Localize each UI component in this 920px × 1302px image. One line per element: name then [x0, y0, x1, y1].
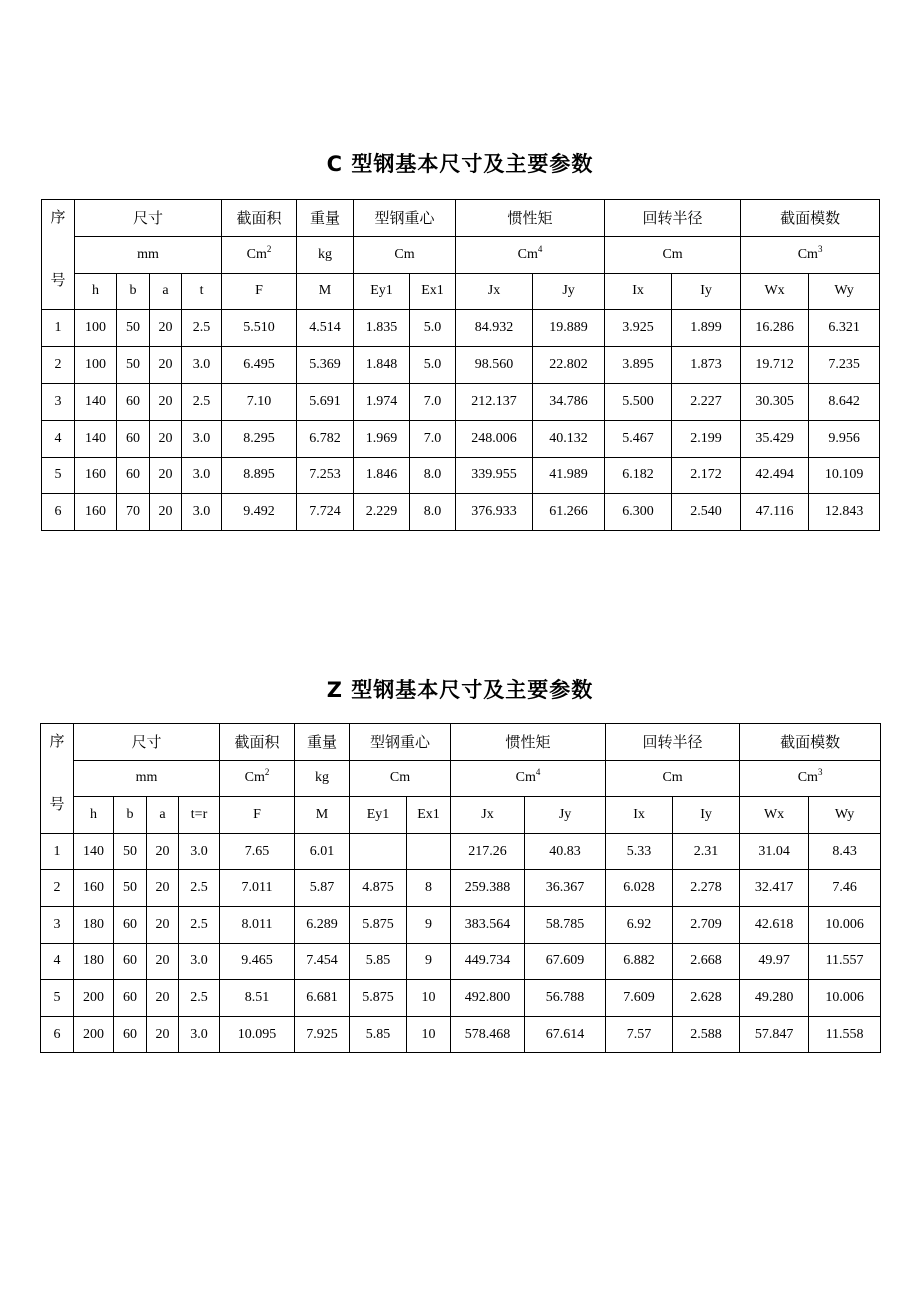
table-cell: 10.095 [220, 1016, 295, 1053]
table-cell: 8.51 [220, 980, 295, 1017]
table-cell: 60 [117, 420, 150, 457]
table-cell: 160 [75, 457, 117, 494]
table-cell: 7.925 [295, 1016, 350, 1053]
group-modulus-header: 截面模数 [740, 724, 881, 761]
table-cell: 50 [114, 870, 147, 907]
table-cell: 10.109 [809, 457, 880, 494]
table-cell: 100 [75, 310, 117, 347]
unit-inertia-exp: 4 [537, 243, 543, 254]
table-cell: 2.5 [179, 980, 220, 1017]
table-cell: 70 [117, 494, 150, 531]
unit-area [222, 236, 297, 273]
table-cell: 60 [117, 383, 150, 420]
row-number-cell: 1 [42, 310, 75, 347]
table-cell: 20 [147, 1016, 179, 1053]
table-cell: 47.116 [741, 494, 809, 531]
table-cell: 3.0 [182, 494, 222, 531]
symbol-cell: b [117, 273, 150, 310]
table-row [41, 870, 881, 907]
row-number-cell: 3 [41, 906, 74, 943]
symbol-cell: M [295, 797, 350, 834]
table-cell: 40.132 [533, 420, 605, 457]
table-cell: 6.01 [295, 833, 350, 870]
table-cell: 5.500 [605, 383, 672, 420]
table-cell: 7.609 [606, 980, 673, 1017]
table-cell: 5.0 [410, 347, 456, 384]
table-cell: 8.895 [222, 457, 297, 494]
table-cell: 3.0 [182, 347, 222, 384]
group-modulus-header: 截面模数 [741, 200, 880, 237]
table-cell: 22.802 [533, 347, 605, 384]
table-cell: 4.514 [297, 310, 354, 347]
group-radius-header: 回转半径 [605, 200, 741, 237]
table-cell: 5.87 [295, 870, 350, 907]
symbol-cell: Iy [673, 797, 740, 834]
c-table-body [42, 310, 880, 531]
table-cell: 11.558 [809, 1016, 881, 1053]
table-cell: 160 [74, 870, 114, 907]
table-cell: 180 [74, 943, 114, 980]
table-cell: 58.785 [525, 906, 606, 943]
table-row [41, 943, 881, 980]
table-cell: 5.875 [350, 980, 407, 1017]
table-cell: 20 [150, 457, 182, 494]
table-cell: 2.199 [672, 420, 741, 457]
table-cell: 1.873 [672, 347, 741, 384]
seq-header-top: 序 [50, 208, 66, 226]
table-cell: 7.65 [220, 833, 295, 870]
row-number-cell: 6 [41, 1016, 74, 1053]
table-cell: 10 [407, 980, 451, 1017]
unit-area [220, 760, 295, 797]
unit-size: mm [74, 760, 220, 797]
unit-area-base: Cm [246, 246, 267, 262]
table-cell: 42.618 [740, 906, 809, 943]
group-weight-header: 重量 [295, 724, 350, 761]
table-cell: 7.724 [297, 494, 354, 531]
unit-size: mm [75, 236, 222, 273]
group-area-header: 截面积 [222, 200, 297, 237]
table-cell: 5.691 [297, 383, 354, 420]
table-cell: 7.235 [809, 347, 880, 384]
table-cell: 20 [147, 980, 179, 1017]
table-cell: 2.172 [672, 457, 741, 494]
table-cell: 60 [114, 980, 147, 1017]
table-cell: 6.321 [809, 310, 880, 347]
table-cell: 10 [407, 1016, 451, 1053]
table-cell: 98.560 [456, 347, 533, 384]
symbol-cell: t [182, 273, 222, 310]
table-cell: 32.417 [740, 870, 809, 907]
symbol-cell: a [147, 797, 179, 834]
table-cell: 11.557 [809, 943, 881, 980]
seq-header-bottom: 号 [50, 271, 66, 289]
table-cell: 7.57 [606, 1016, 673, 1053]
symbol-cell: Wx [741, 273, 809, 310]
table-cell: 20 [147, 870, 179, 907]
table-cell: 8.295 [222, 420, 297, 457]
row-number-cell: 3 [42, 383, 75, 420]
group-inertia-header: 惯性矩 [451, 724, 606, 761]
symbol-cell: Ey1 [354, 273, 410, 310]
table-cell: 10.006 [809, 906, 881, 943]
symbol-cell: Jy [525, 797, 606, 834]
table-cell: 36.367 [525, 870, 606, 907]
z-table-header [41, 724, 881, 834]
table-cell: 1.846 [354, 457, 410, 494]
group-weight-header: 重量 [297, 200, 354, 237]
unit-modulus-exp: 3 [817, 767, 823, 778]
table-cell: 20 [147, 943, 179, 980]
table-cell: 5.85 [350, 943, 407, 980]
group-radius-header: 回转半径 [606, 724, 740, 761]
table-cell: 100 [75, 347, 117, 384]
symbol-cell: b [114, 797, 147, 834]
table-row [42, 310, 880, 347]
row-number-cell: 5 [41, 980, 74, 1017]
row-number-cell: 1 [41, 833, 74, 870]
symbol-cell: h [75, 273, 117, 310]
table-cell: 339.955 [456, 457, 533, 494]
table-cell: 6.289 [295, 906, 350, 943]
table-cell: 259.388 [451, 870, 525, 907]
table-cell: 61.266 [533, 494, 605, 531]
table-row [41, 1016, 881, 1053]
table-row [41, 833, 881, 870]
group-inertia-header: 惯性矩 [456, 200, 605, 237]
symbol-cell: a [150, 273, 182, 310]
table-cell: 60 [117, 457, 150, 494]
symbol-cell: Wy [809, 797, 881, 834]
table-cell: 12.843 [809, 494, 880, 531]
table-cell [407, 833, 451, 870]
table-cell: 20 [147, 833, 179, 870]
c-table-header [42, 200, 880, 310]
table-cell: 20 [147, 906, 179, 943]
table-cell: 217.26 [451, 833, 525, 870]
table-cell: 2.5 [182, 383, 222, 420]
table-cell: 5.467 [605, 420, 672, 457]
unit-centroid: Cm [350, 760, 451, 797]
symbol-cell: Wy [809, 273, 880, 310]
z-section-title: Z 型钢基本尺寸及主要参数 [326, 678, 594, 702]
table-cell: 2.5 [179, 870, 220, 907]
table-cell: 67.609 [525, 943, 606, 980]
symbol-cell: Ex1 [410, 273, 456, 310]
table-cell: 3.895 [605, 347, 672, 384]
table-cell: 6.92 [606, 906, 673, 943]
table-cell: 5.33 [606, 833, 673, 870]
unit-modulus-base: Cm [797, 246, 818, 262]
row-number-cell: 6 [42, 494, 75, 531]
table-cell: 84.932 [456, 310, 533, 347]
unit-modulus-base: Cm [797, 770, 818, 786]
unit-radius: Cm [606, 760, 740, 797]
seq-header-bottom: 号 [49, 795, 65, 813]
table-cell: 2.227 [672, 383, 741, 420]
table-cell: 3.0 [182, 457, 222, 494]
table-cell: 2.5 [179, 906, 220, 943]
table-row [41, 906, 881, 943]
table-cell: 140 [74, 833, 114, 870]
table-row [42, 494, 880, 531]
seq-header-cell [42, 200, 75, 310]
unit-weight: kg [295, 760, 350, 797]
symbol-cell: Iy [672, 273, 741, 310]
table-cell: 34.786 [533, 383, 605, 420]
symbol-cell: Ex1 [407, 797, 451, 834]
table-cell: 9 [407, 906, 451, 943]
table-row [42, 420, 880, 457]
table-cell [350, 833, 407, 870]
table-cell: 212.137 [456, 383, 533, 420]
c-section-title: C 型钢基本尺寸及主要参数 [326, 152, 594, 176]
table-row [42, 457, 880, 494]
z-table-body [41, 833, 881, 1053]
unit-modulus [741, 236, 880, 273]
table-cell: 376.933 [456, 494, 533, 531]
table-cell: 7.0 [410, 383, 456, 420]
table-cell: 6.782 [297, 420, 354, 457]
row-number-cell: 4 [42, 420, 75, 457]
table-cell: 140 [75, 383, 117, 420]
table-cell: 60 [114, 906, 147, 943]
table-cell: 50 [114, 833, 147, 870]
table-cell: 19.712 [741, 347, 809, 384]
symbol-cell: h [74, 797, 114, 834]
table-cell: 8.0 [410, 494, 456, 531]
table-cell: 2.709 [673, 906, 740, 943]
table-cell: 1.974 [354, 383, 410, 420]
table-row [42, 383, 880, 420]
table-cell: 5.510 [222, 310, 297, 347]
unit-inertia-exp: 4 [535, 767, 541, 778]
symbol-cell: Jx [451, 797, 525, 834]
table-cell: 5.875 [350, 906, 407, 943]
symbol-cell: Ey1 [350, 797, 407, 834]
table-cell: 2.31 [673, 833, 740, 870]
table-cell: 49.97 [740, 943, 809, 980]
unit-modulus-exp: 3 [817, 243, 823, 254]
table-cell: 50 [117, 347, 150, 384]
table-cell: 1.969 [354, 420, 410, 457]
table-cell: 2.5 [182, 310, 222, 347]
c-section-spec-table [41, 199, 880, 531]
table-cell: 7.10 [222, 383, 297, 420]
table-cell: 9.465 [220, 943, 295, 980]
table-cell: 40.83 [525, 833, 606, 870]
table-cell: 20 [150, 420, 182, 457]
table-cell: 1.848 [354, 347, 410, 384]
unit-centroid: Cm [354, 236, 456, 273]
table-cell: 7.011 [220, 870, 295, 907]
table-cell: 2.540 [672, 494, 741, 531]
table-cell: 16.286 [741, 310, 809, 347]
table-cell: 200 [74, 980, 114, 1017]
table-cell: 6.681 [295, 980, 350, 1017]
symbol-cell: Wx [740, 797, 809, 834]
row-number-cell: 2 [41, 870, 74, 907]
table-cell: 56.788 [525, 980, 606, 1017]
table-cell: 200 [74, 1016, 114, 1053]
unit-inertia-base: Cm [515, 770, 536, 786]
table-cell: 5.0 [410, 310, 456, 347]
table-cell: 9 [407, 943, 451, 980]
table-cell: 6.182 [605, 457, 672, 494]
table-cell: 3.0 [179, 943, 220, 980]
table-cell: 449.734 [451, 943, 525, 980]
table-cell: 7.253 [297, 457, 354, 494]
table-cell: 180 [74, 906, 114, 943]
row-number-cell: 4 [41, 943, 74, 980]
seq-header-top: 序 [49, 732, 65, 750]
table-cell: 3.0 [182, 420, 222, 457]
table-cell: 140 [75, 420, 117, 457]
table-cell: 2.668 [673, 943, 740, 980]
group-area-header: 截面积 [220, 724, 295, 761]
unit-area-exp: 2 [264, 767, 270, 778]
unit-area-exp: 2 [266, 243, 272, 254]
unit-weight: kg [297, 236, 354, 273]
table-cell: 2.229 [354, 494, 410, 531]
table-cell: 20 [150, 383, 182, 420]
table-cell: 8 [407, 870, 451, 907]
table-cell: 60 [114, 1016, 147, 1053]
table-cell: 578.468 [451, 1016, 525, 1053]
symbol-cell: Jy [533, 273, 605, 310]
table-row [41, 980, 881, 1017]
symbol-cell: t=r [179, 797, 220, 834]
table-cell: 8.0 [410, 457, 456, 494]
table-cell: 383.564 [451, 906, 525, 943]
table-cell: 2.628 [673, 980, 740, 1017]
symbol-cell: Ix [605, 273, 672, 310]
unit-radius: Cm [605, 236, 741, 273]
symbol-cell: F [222, 273, 297, 310]
table-cell: 10.006 [809, 980, 881, 1017]
table-cell: 2.588 [673, 1016, 740, 1053]
unit-area-base: Cm [244, 770, 265, 786]
table-cell: 20 [150, 310, 182, 347]
table-cell: 160 [75, 494, 117, 531]
table-cell: 2.278 [673, 870, 740, 907]
table-cell: 20 [150, 494, 182, 531]
table-cell: 6.028 [606, 870, 673, 907]
table-cell: 1.835 [354, 310, 410, 347]
table-cell: 3.925 [605, 310, 672, 347]
table-cell: 50 [117, 310, 150, 347]
symbol-cell: M [297, 273, 354, 310]
table-cell: 5.369 [297, 347, 354, 384]
table-cell: 60 [114, 943, 147, 980]
table-cell: 6.495 [222, 347, 297, 384]
table-cell: 248.006 [456, 420, 533, 457]
table-cell: 8.011 [220, 906, 295, 943]
table-cell: 20 [150, 347, 182, 384]
table-cell: 6.300 [605, 494, 672, 531]
table-cell: 3.0 [179, 833, 220, 870]
table-cell: 41.989 [533, 457, 605, 494]
table-cell: 49.280 [740, 980, 809, 1017]
table-cell: 6.882 [606, 943, 673, 980]
symbol-cell: F [220, 797, 295, 834]
group-centroid-header: 型钢重心 [354, 200, 456, 237]
table-cell: 8.642 [809, 383, 880, 420]
unit-inertia [451, 760, 606, 797]
table-cell: 3.0 [179, 1016, 220, 1053]
table-cell: 7.0 [410, 420, 456, 457]
z-section-spec-table [40, 723, 881, 1053]
unit-modulus [740, 760, 881, 797]
group-centroid-header: 型钢重心 [350, 724, 451, 761]
table-cell: 7.454 [295, 943, 350, 980]
table-cell: 30.305 [741, 383, 809, 420]
row-number-cell: 2 [42, 347, 75, 384]
table-cell: 8.43 [809, 833, 881, 870]
table-cell: 9.492 [222, 494, 297, 531]
table-cell: 35.429 [741, 420, 809, 457]
seq-header-cell [41, 724, 74, 834]
unit-inertia [456, 236, 605, 273]
table-cell: 67.614 [525, 1016, 606, 1053]
table-cell: 31.04 [740, 833, 809, 870]
symbol-cell: Jx [456, 273, 533, 310]
unit-inertia-base: Cm [517, 246, 538, 262]
table-row [42, 347, 880, 384]
group-size-header: 尺寸 [75, 200, 222, 237]
table-cell: 4.875 [350, 870, 407, 907]
table-cell: 1.899 [672, 310, 741, 347]
symbol-cell: Ix [606, 797, 673, 834]
table-cell: 7.46 [809, 870, 881, 907]
table-cell: 5.85 [350, 1016, 407, 1053]
group-size-header: 尺寸 [74, 724, 220, 761]
table-cell: 19.889 [533, 310, 605, 347]
row-number-cell: 5 [42, 457, 75, 494]
table-cell: 9.956 [809, 420, 880, 457]
table-cell: 57.847 [740, 1016, 809, 1053]
table-cell: 492.800 [451, 980, 525, 1017]
table-cell: 42.494 [741, 457, 809, 494]
